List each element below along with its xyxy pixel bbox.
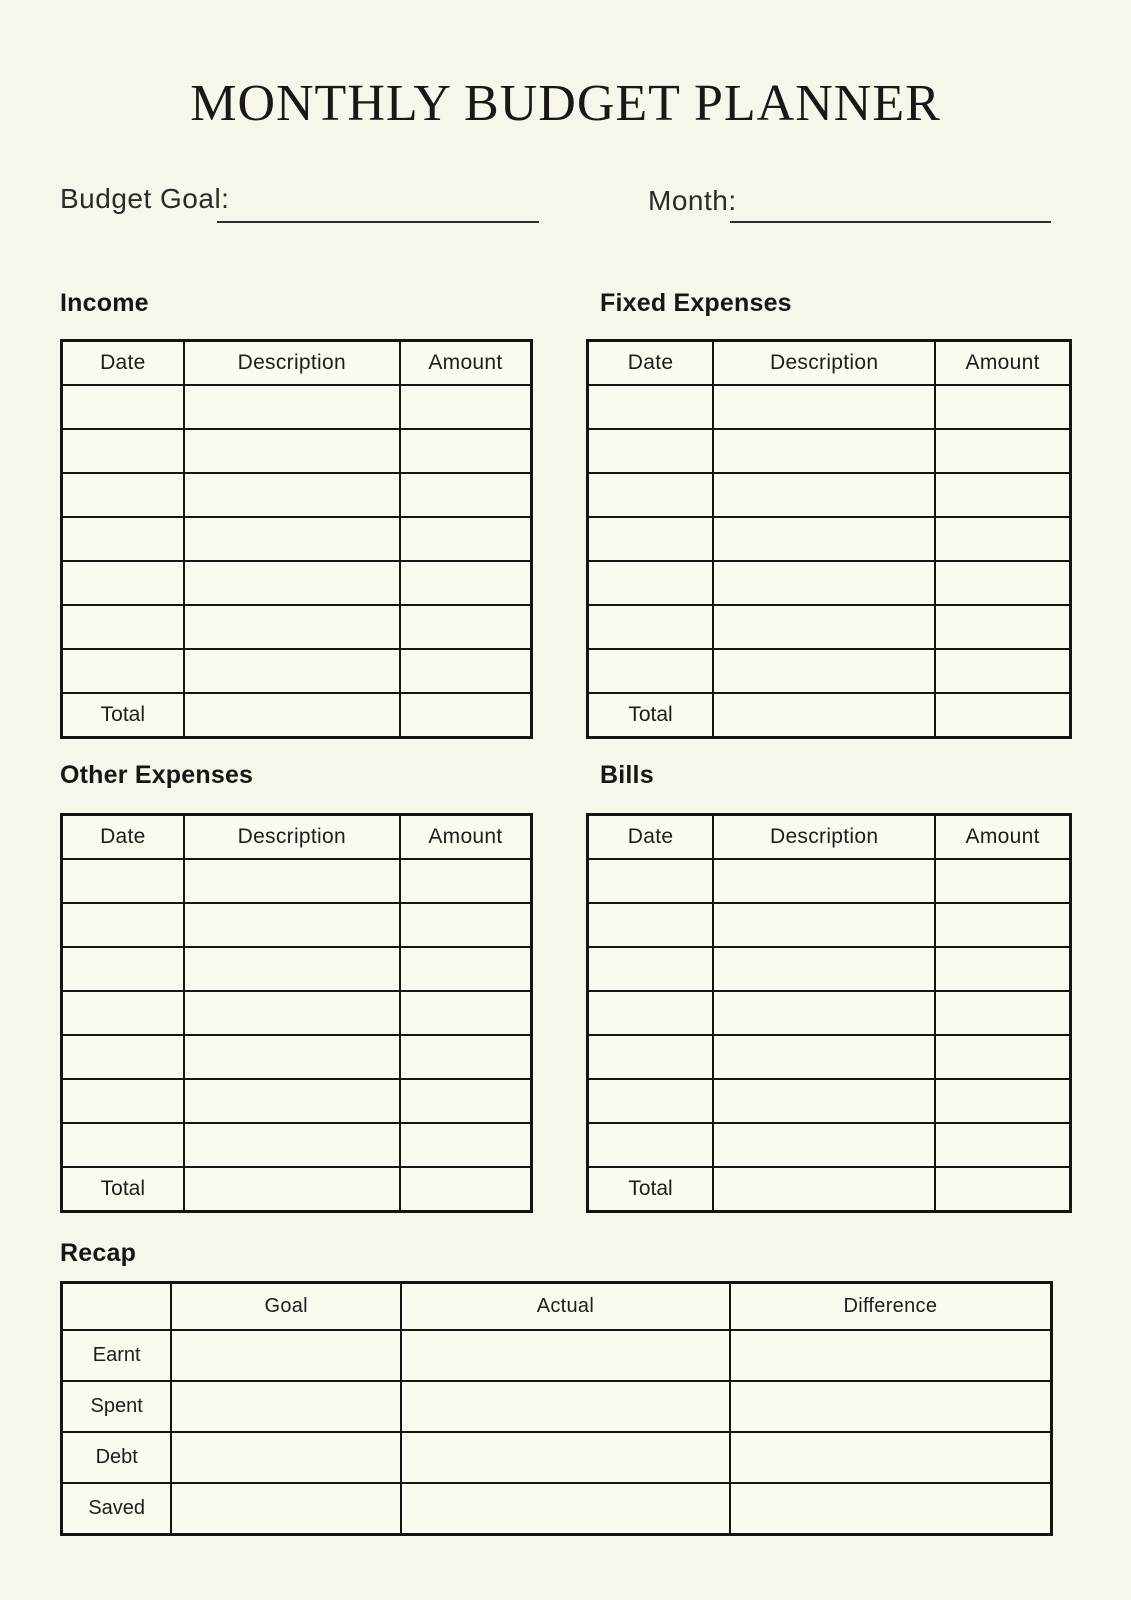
ledger-blank-cell[interactable]	[935, 649, 1070, 693]
ledger-blank-cell[interactable]	[713, 903, 935, 947]
column-header-description: Description	[184, 815, 400, 860]
recap-column-header-difference: Difference	[730, 1283, 1052, 1331]
column-header-amount: Amount	[935, 815, 1070, 860]
ledger-blank-row	[588, 385, 1071, 429]
recap-corner-cell	[62, 1283, 172, 1331]
ledger-blank-row	[588, 605, 1071, 649]
page-title: MONTHLY BUDGET PLANNER	[190, 75, 941, 132]
ledger-blank-cell[interactable]	[935, 903, 1070, 947]
ledger-blank-cell[interactable]	[62, 1035, 184, 1079]
column-header-description: Description	[713, 341, 935, 386]
recap-row-label: Earnt	[62, 1330, 172, 1381]
ledger-blank-cell[interactable]	[184, 991, 400, 1035]
income-section	[60, 290, 533, 739]
budget-goal-label: Budget Goal:	[60, 183, 230, 214]
ledger-blank-cell[interactable]	[184, 1123, 400, 1167]
recap-difference-cell[interactable]	[730, 1483, 1052, 1535]
ledger-blank-cell[interactable]	[400, 1035, 532, 1079]
ledger-blank-cell[interactable]	[588, 649, 714, 693]
recap-row-label: Spent	[62, 1381, 172, 1432]
ledger-blank-cell[interactable]	[184, 561, 400, 605]
ledger-blank-cell[interactable]	[400, 1079, 532, 1123]
fixed-expenses-header-row	[588, 341, 1071, 386]
ledger-blank-row	[588, 473, 1071, 517]
ledger-blank-row	[588, 429, 1071, 473]
ledger-blank-cell[interactable]	[400, 385, 532, 429]
other-expenses-total-row	[62, 1167, 532, 1212]
ledger-blank-row	[62, 561, 532, 605]
ledger-blank-cell[interactable]	[184, 605, 400, 649]
total-label-cell: Total	[62, 693, 184, 738]
ledger-blank-cell[interactable]	[184, 1079, 400, 1123]
total-description-cell[interactable]	[184, 693, 400, 738]
total-description-cell[interactable]	[713, 693, 935, 738]
recap-goal-cell[interactable]	[171, 1483, 401, 1535]
ledger-blank-cell[interactable]	[184, 429, 400, 473]
ledger-blank-cell[interactable]	[184, 385, 400, 429]
ledger-blank-row	[62, 385, 532, 429]
ledger-blank-row	[588, 991, 1071, 1035]
ledger-blank-cell[interactable]	[62, 429, 184, 473]
ledger-blank-cell[interactable]	[400, 605, 532, 649]
ledger-blank-cell[interactable]	[588, 903, 714, 947]
ledger-blank-cell[interactable]	[400, 649, 532, 693]
ledger-blank-cell[interactable]	[713, 429, 935, 473]
recap-actual-cell[interactable]	[401, 1432, 730, 1483]
recap-row-label: Debt	[62, 1432, 172, 1483]
total-label-cell: Total	[588, 1167, 714, 1212]
ledger-blank-cell[interactable]	[935, 517, 1070, 561]
ledger-blank-cell[interactable]	[935, 947, 1070, 991]
ledger-blank-cell[interactable]	[588, 605, 714, 649]
ledger-blank-row	[588, 1035, 1071, 1079]
total-description-cell[interactable]	[713, 1167, 935, 1212]
ledger-blank-cell[interactable]	[935, 561, 1070, 605]
ledger-blank-row	[62, 1035, 532, 1079]
recap-actual-cell[interactable]	[401, 1483, 730, 1535]
ledger-blank-cell[interactable]	[400, 903, 532, 947]
ledger-blank-cell[interactable]	[935, 859, 1070, 903]
recap-difference-cell[interactable]	[730, 1381, 1052, 1432]
ledger-blank-cell[interactable]	[713, 605, 935, 649]
recap-goal-cell[interactable]	[171, 1381, 401, 1432]
fixed-expenses-section-title: Fixed Expenses	[600, 289, 792, 317]
ledger-blank-cell[interactable]	[713, 385, 935, 429]
bills-table	[586, 813, 1072, 1213]
income-header-row	[62, 341, 532, 386]
ledger-blank-cell[interactable]	[935, 473, 1070, 517]
column-header-date: Date	[62, 815, 184, 860]
bills-section-title: Bills	[600, 761, 654, 789]
ledger-blank-cell[interactable]	[62, 473, 184, 517]
other-expenses-header-row	[62, 815, 532, 860]
ledger-blank-cell[interactable]	[713, 473, 935, 517]
column-header-amount: Amount	[400, 815, 532, 860]
ledger-blank-cell[interactable]	[184, 517, 400, 561]
recap-row-earnt	[62, 1330, 1052, 1381]
ledger-blank-cell[interactable]	[400, 561, 532, 605]
ledger-blank-cell[interactable]	[400, 517, 532, 561]
ledger-blank-row	[62, 649, 532, 693]
recap-goal-cell[interactable]	[171, 1432, 401, 1483]
ledger-blank-cell[interactable]	[62, 1079, 184, 1123]
ledger-blank-cell[interactable]	[62, 649, 184, 693]
total-amount-cell[interactable]	[400, 693, 532, 738]
ledger-blank-cell[interactable]	[588, 473, 714, 517]
column-header-date: Date	[62, 341, 184, 386]
ledger-blank-cell[interactable]	[713, 947, 935, 991]
ledger-blank-cell[interactable]	[62, 947, 184, 991]
ledger-blank-cell[interactable]	[588, 1035, 714, 1079]
total-label-cell: Total	[62, 1167, 184, 1212]
ledger-blank-row	[62, 1079, 532, 1123]
other-expenses-section	[60, 762, 533, 1213]
recap-section	[60, 1240, 1053, 1536]
fixed-expenses-total-row	[588, 693, 1071, 738]
ledger-blank-cell[interactable]	[713, 1035, 935, 1079]
ledger-blank-row	[62, 991, 532, 1035]
ledger-blank-cell[interactable]	[400, 947, 532, 991]
bills-total-row	[588, 1167, 1071, 1212]
ledger-blank-cell[interactable]	[713, 517, 935, 561]
ledger-blank-cell[interactable]	[62, 561, 184, 605]
recap-column-header-actual: Actual	[401, 1283, 730, 1331]
ledger-blank-cell[interactable]	[62, 859, 184, 903]
ledger-blank-cell[interactable]	[935, 605, 1070, 649]
ledger-blank-row	[62, 605, 532, 649]
column-header-date: Date	[588, 815, 714, 860]
income-section-title: Income	[60, 289, 149, 317]
ledger-blank-cell[interactable]	[713, 649, 935, 693]
ledger-blank-cell[interactable]	[400, 429, 532, 473]
ledger-blank-row	[588, 649, 1071, 693]
recap-actual-cell[interactable]	[401, 1381, 730, 1432]
ledger-blank-cell[interactable]	[935, 1123, 1070, 1167]
column-header-description: Description	[184, 341, 400, 386]
column-header-amount: Amount	[400, 341, 532, 386]
ledger-blank-cell[interactable]	[588, 947, 714, 991]
ledger-blank-cell[interactable]	[62, 517, 184, 561]
ledger-blank-cell[interactable]	[588, 429, 714, 473]
total-amount-cell[interactable]	[935, 693, 1070, 738]
total-amount-cell[interactable]	[935, 1167, 1070, 1212]
ledger-blank-cell[interactable]	[935, 991, 1070, 1035]
ledger-blank-cell[interactable]	[713, 1123, 935, 1167]
ledger-blank-cell[interactable]	[400, 1123, 532, 1167]
ledger-blank-row	[62, 859, 532, 903]
ledger-blank-row	[62, 517, 532, 561]
recap-row-debt	[62, 1432, 1052, 1483]
ledger-blank-row	[588, 517, 1071, 561]
ledger-blank-cell[interactable]	[588, 1079, 714, 1123]
income-total-row	[62, 693, 532, 738]
ledger-blank-row	[588, 561, 1071, 605]
recap-table	[60, 1281, 1053, 1536]
ledger-blank-row	[588, 859, 1071, 903]
column-header-description: Description	[713, 815, 935, 860]
ledger-blank-cell[interactable]	[400, 859, 532, 903]
ledger-blank-cell[interactable]	[400, 473, 532, 517]
ledger-blank-row	[62, 1123, 532, 1167]
ledger-blank-cell[interactable]	[588, 859, 714, 903]
ledger-blank-cell[interactable]	[588, 561, 714, 605]
recap-header-row	[62, 1283, 1052, 1331]
month-blank-field[interactable]	[730, 221, 1051, 223]
ledger-blank-cell[interactable]	[935, 1035, 1070, 1079]
column-header-amount: Amount	[935, 341, 1070, 386]
total-label-cell: Total	[588, 693, 714, 738]
ledger-blank-cell[interactable]	[184, 903, 400, 947]
fixed-expenses-section	[586, 290, 1072, 739]
other-expenses-table	[60, 813, 533, 1213]
ledger-blank-cell[interactable]	[935, 1079, 1070, 1123]
ledger-blank-row	[62, 947, 532, 991]
ledger-blank-cell[interactable]	[62, 1123, 184, 1167]
ledger-blank-cell[interactable]	[713, 859, 935, 903]
total-amount-cell[interactable]	[400, 1167, 532, 1212]
budget-goal-blank-field[interactable]	[217, 221, 539, 223]
month-label: Month:	[648, 185, 737, 216]
ledger-blank-cell[interactable]	[62, 605, 184, 649]
ledger-blank-cell[interactable]	[184, 947, 400, 991]
ledger-blank-cell[interactable]	[588, 1123, 714, 1167]
recap-row-saved	[62, 1483, 1052, 1535]
ledger-blank-cell[interactable]	[588, 517, 714, 561]
recap-section-title: Recap	[60, 1239, 137, 1267]
ledger-blank-cell[interactable]	[935, 429, 1070, 473]
ledger-blank-row	[62, 429, 532, 473]
ledger-blank-cell[interactable]	[184, 1035, 400, 1079]
recap-difference-cell[interactable]	[730, 1432, 1052, 1483]
ledger-blank-cell[interactable]	[184, 649, 400, 693]
ledger-blank-row	[588, 1079, 1071, 1123]
bills-section	[586, 762, 1072, 1213]
ledger-blank-cell[interactable]	[62, 991, 184, 1035]
total-description-cell[interactable]	[184, 1167, 400, 1212]
ledger-blank-cell[interactable]	[713, 1079, 935, 1123]
recap-row-label: Saved	[62, 1483, 172, 1535]
ledger-blank-row	[62, 473, 532, 517]
recap-difference-cell[interactable]	[730, 1330, 1052, 1381]
ledger-blank-cell[interactable]	[62, 385, 184, 429]
ledger-blank-row	[62, 903, 532, 947]
income-table	[60, 339, 533, 739]
recap-column-header-goal: Goal	[171, 1283, 401, 1331]
recap-actual-cell[interactable]	[401, 1330, 730, 1381]
recap-row-spent	[62, 1381, 1052, 1432]
ledger-blank-cell[interactable]	[588, 991, 714, 1035]
recap-goal-cell[interactable]	[171, 1330, 401, 1381]
ledger-blank-row	[588, 1123, 1071, 1167]
ledger-blank-cell[interactable]	[713, 991, 935, 1035]
ledger-blank-cell[interactable]	[184, 859, 400, 903]
other-expenses-section-title: Other Expenses	[60, 761, 254, 789]
bills-header-row	[588, 815, 1071, 860]
ledger-blank-cell[interactable]	[588, 385, 714, 429]
fixed-expenses-table	[586, 339, 1072, 739]
ledger-blank-cell[interactable]	[935, 385, 1070, 429]
ledger-blank-row	[588, 947, 1071, 991]
ledger-blank-cell[interactable]	[400, 991, 532, 1035]
ledger-blank-cell[interactable]	[184, 473, 400, 517]
ledger-blank-cell[interactable]	[62, 903, 184, 947]
ledger-blank-row	[588, 903, 1071, 947]
column-header-date: Date	[588, 341, 714, 386]
ledger-blank-cell[interactable]	[713, 561, 935, 605]
